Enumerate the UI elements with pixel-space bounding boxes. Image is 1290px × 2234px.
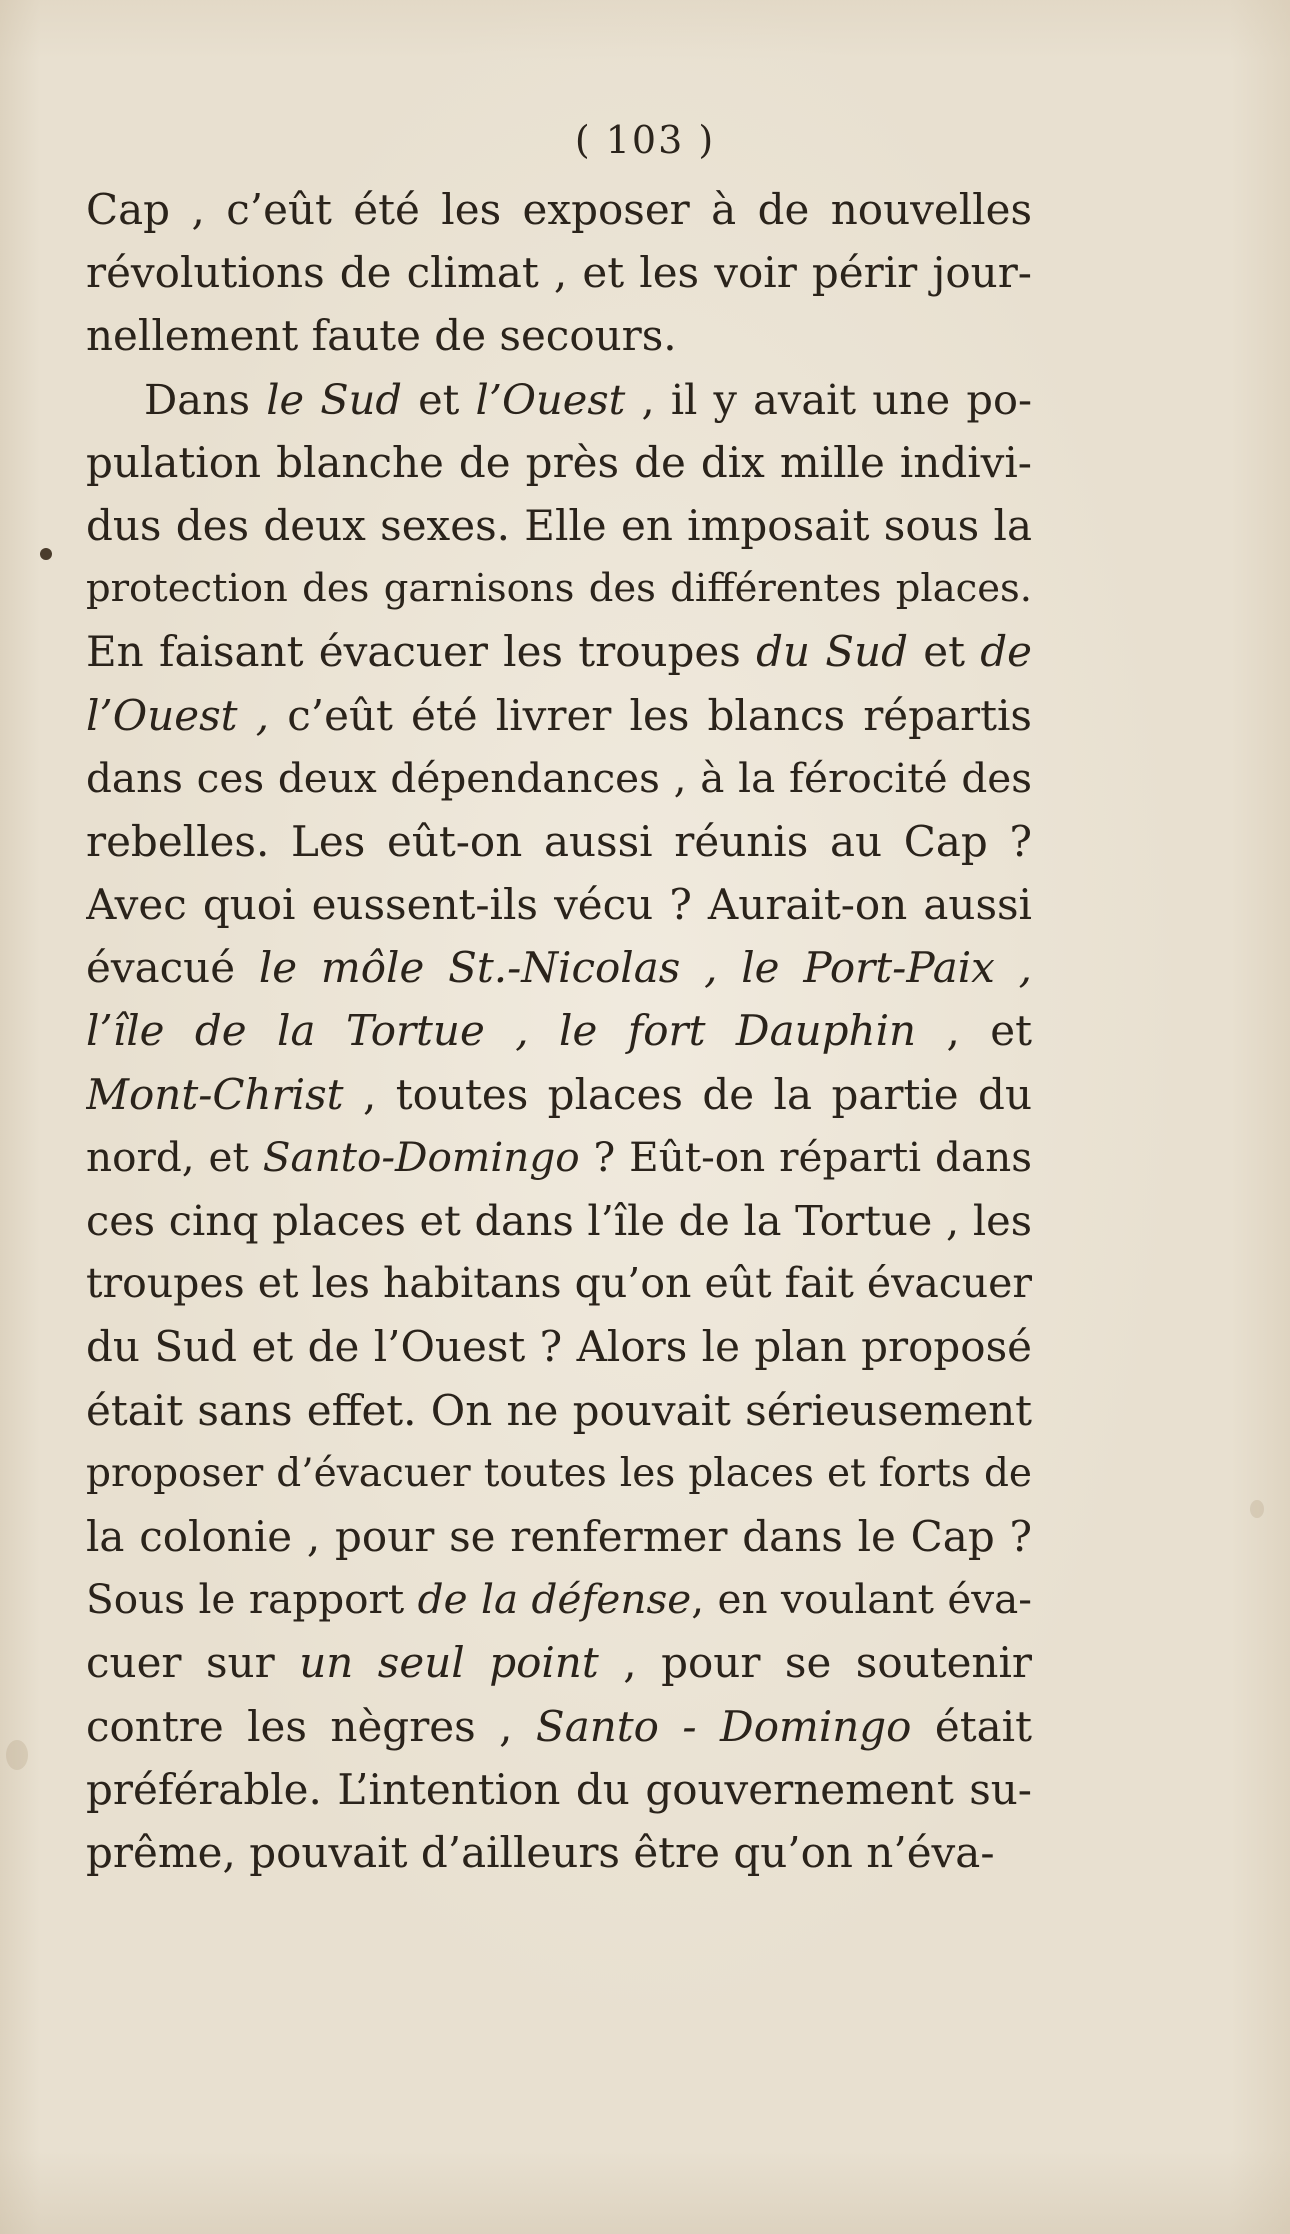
text-line — [86, 1379, 1032, 1442]
text-run: , et — [916, 1006, 1032, 1056]
text-line — [86, 178, 1032, 241]
text-run: était — [911, 1701, 1032, 1751]
text-run: la colonie , pour se renfermer dans le Cap ? — [86, 1511, 1032, 1561]
text-line — [86, 494, 1032, 557]
text-line — [86, 1758, 1032, 1821]
text-run: révolutions de climat , et les voir périr jour- — [86, 248, 1032, 298]
italic-text: le Sud — [266, 374, 402, 424]
text-run: En faisant évacuer les troupes — [86, 627, 757, 677]
text-run: contre les nègres , — [86, 1701, 536, 1751]
italic-text: l’Ouest , — [86, 690, 270, 740]
text-run: nellement faute de secours. — [86, 311, 677, 361]
italic-text: l’île de la Tortue , le fort Dauphin — [86, 1006, 917, 1056]
text-line — [86, 684, 1032, 747]
text-line — [86, 1505, 1032, 1568]
text-run: était sans effet. On ne pouvait sérieusement — [86, 1385, 1032, 1435]
text-run: dans ces deux dépendances , à la férocité des — [86, 753, 1032, 802]
text-run: , en voulant éva- — [691, 1575, 1032, 1624]
italic-text: Santo - Domingo — [535, 1701, 912, 1751]
text-line — [86, 620, 1032, 683]
text-line — [86, 431, 1032, 494]
text-run: troupes et les habitans qu’on eût fait évacuer — [86, 1259, 1032, 1308]
text-line — [86, 241, 1032, 304]
text-run: , toutes places de la partie du — [343, 1069, 1032, 1119]
text-line — [86, 999, 1032, 1062]
text-line — [86, 557, 1032, 620]
text-line — [86, 1063, 1032, 1126]
italic-text: de la défense — [417, 1575, 692, 1624]
italic-text: du Sud — [756, 627, 908, 677]
text-run: préférable. L’intention du gouvernement su- — [86, 1764, 1032, 1814]
text-line — [86, 1568, 1032, 1631]
text-run: évacué — [86, 943, 259, 993]
text-run: et — [908, 627, 981, 677]
text-run: cuer sur — [86, 1638, 300, 1688]
text-line — [86, 810, 1032, 873]
text-run: c’eût été livrer les blancs répartis — [269, 690, 1032, 740]
paper-stain — [6, 1740, 28, 1770]
ink-spot — [40, 548, 52, 560]
text-run: du Sud et de l’Ouest ? Alors le plan proposé — [86, 1322, 1032, 1372]
text-run: pulation blanche de près de dix mille indivi- — [86, 437, 1032, 487]
italic-text: Mont-Christ — [86, 1069, 344, 1119]
text-line — [86, 1631, 1032, 1694]
text-line — [86, 1821, 1032, 1884]
page-number: ( 103 ) — [574, 118, 716, 162]
italic-text: un seul point — [299, 1638, 599, 1688]
body-text — [86, 178, 1032, 1884]
italic-text: Santo-Domingo — [262, 1132, 580, 1181]
text-run: ? Eût-on réparti dans — [579, 1132, 1032, 1181]
text-run: Avec quoi eussent-ils vécu ? Aurait-on aussi — [86, 880, 1032, 930]
text-line — [86, 1252, 1032, 1315]
text-run: Sous le rapport — [86, 1575, 418, 1624]
text-run: , il y avait une po- — [625, 374, 1032, 424]
text-run: rebelles. Les eût-on aussi réunis au Cap ? — [86, 816, 1032, 866]
italic-text: l’Ouest — [475, 374, 626, 424]
text-run: , pour se soutenir — [598, 1638, 1032, 1688]
paper-stain — [1250, 1500, 1264, 1518]
text-run: Cap , c’eût été les exposer à de nouvelles — [86, 185, 1032, 234]
text-line — [86, 1442, 1032, 1505]
text-run: protection des garnisons des différentes places. — [86, 566, 1032, 612]
text-line — [86, 1315, 1032, 1378]
text-line — [86, 936, 1032, 999]
text-run: Dans — [144, 374, 267, 424]
text-line — [86, 873, 1032, 936]
text-line — [86, 1695, 1032, 1758]
italic-text: de — [980, 627, 1032, 677]
text-line — [86, 368, 1032, 431]
text-line — [86, 747, 1032, 810]
italic-text: le môle St.-Nicolas , le Port-Paix , — [258, 943, 1032, 993]
text-run: dus des deux sexes. Elle en imposait sous la — [86, 500, 1032, 550]
text-line — [86, 304, 1032, 367]
text-run: nord, et — [86, 1132, 263, 1181]
text-run: ces cinq places et dans l’île de la Tortue , les — [86, 1196, 1032, 1245]
text-line — [86, 1126, 1032, 1189]
text-line — [86, 1189, 1032, 1252]
text-run: prême, pouvait d’ailleurs être qu’on n’éva- — [86, 1827, 995, 1877]
text-run: proposer d’évacuer toutes les places et forts de — [86, 1450, 1032, 1496]
text-run: et — [401, 374, 476, 424]
